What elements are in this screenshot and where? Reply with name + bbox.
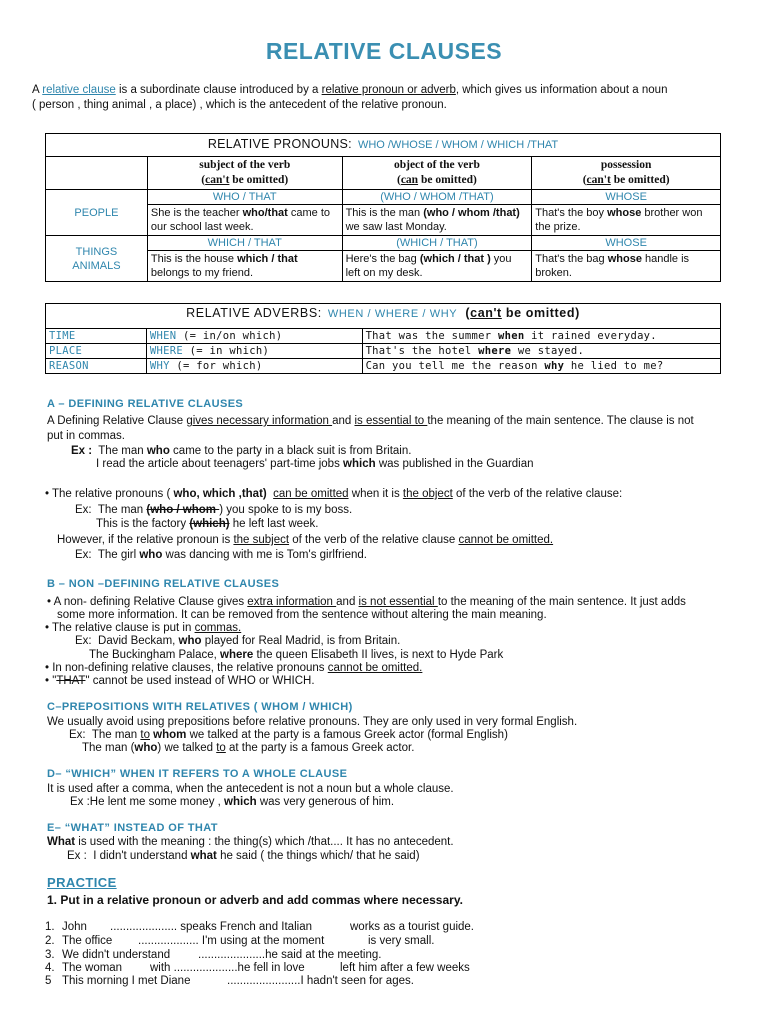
section-a-bullet: • The relative pronouns ( who, which ,that) can be omitted when it is the object of the verb of the relative clause: (45, 488, 623, 500)
section-b-line-3: • The relative clause is put in commas. (45, 622, 242, 634)
intro-paragraph: A relative clause is a subordinate clause introduced by a relative pronoun or adverb, which gives us information about a noun ( person , thing animal , a place) , which is the antecedent of the relative pronoun. (32, 84, 668, 111)
adverbs-header: RELATIVE ADVERBS: WHEN / WHERE / WHY (can't be omitted) (46, 304, 721, 329)
section-a-example-2: I read the article about teenagers' part-time jobs which was published in the Guardian (96, 458, 534, 470)
section-a-heading: A – DEFINING RELATIVE CLAUSES (47, 398, 244, 410)
adverb-row: PLACE WHERE (= in which) That's the hotel where we stayed. (46, 344, 721, 359)
section-a-example-3: Ex: The man (who / whom ) you spoke to is my boss. (75, 504, 353, 516)
section-d-example: Ex :He lent me some money , which was very generous of him. (70, 796, 395, 808)
section-b-example-1: Ex: David Beckam, who played for Real Madrid, is from Britain. (75, 635, 401, 647)
section-a-however: However, if the relative pronoun is the subject of the verb of the relative clause cannot be omitted. (57, 534, 554, 546)
section-a-text: A Defining Relative Clause gives necessary information and is essential to the meaning of the main sentence. The clause is not (47, 415, 694, 427)
adverb-row: TIME WHEN (= in/on which) That was the summer when it rained everyday. (46, 329, 721, 344)
section-b-line-2: some more information. It can be removed from the sentence without altering the main meaning. (57, 609, 547, 621)
section-b-line-1: • A non- defining Relative Clause gives extra information and is not essential to the meaning of the main sentence. It just adds (47, 596, 686, 608)
section-c-example-1: Ex: The man to whom we talked at the party is a famous Greek actor (formal English) (69, 729, 508, 741)
col-possession: possession (can't be omitted) (532, 157, 721, 190)
section-c-heading: C–PREPOSITIONS WITH RELATIVES ( WHOM / WHICH) (47, 701, 353, 713)
col-object: object of the verb (can be omitted) (342, 157, 532, 190)
things-object-example: Here's the bag (which / that ) you left on my desk. (342, 251, 532, 282)
section-e-text: What is used with the meaning : the thing(s) which /that.... It has no antecedent. (47, 836, 454, 848)
exercise-item: 2. The office ................... I'm using at the moment is very small. (45, 935, 435, 947)
section-a-example-5: Ex: The girl who was dancing with me is Tom's girlfriend. (75, 549, 367, 561)
exercise-item: 4. The woman with ....................he fell in love left him after a few weeks (45, 962, 470, 974)
people-possession-example: That's the boy whose brother won the prize. (532, 205, 721, 236)
things-possession-example: That's the bag whose handle is broken. (532, 251, 721, 282)
section-b-line-4: • In non-defining relative clauses, the relative pronouns cannot be omitted. (45, 662, 423, 674)
things-subject-example: This is the house which / that belongs to my friend. (147, 251, 342, 282)
people-object-example: This is the man (who / whom /that) we saw last Monday. (342, 205, 532, 236)
section-a-example-4: This is the factory (which) he left last week. (96, 518, 319, 530)
relative-clause-term: relative clause (42, 84, 116, 96)
section-c-example-2: The man (who) we talked to at the party is a famous Greek actor. (82, 742, 415, 754)
relative-pronouns-table: RELATIVE PRONOUNS: WHO /WHOSE / WHOM / WHICH /THAT subject of the verb (can't be omitted) object of the verb (can be omitted) possession (can't be omitted) PEOPLE WHO / THAT (WHO / WHOM /THAT) WHOSE She is the teacher who/that came to our school last week. This is the man (who / whom /that) we saw last Monday. That's the boy whose brother won the prize. THINGS ANIMALS WHICH / THAT (WHICH / THAT) WHOSE This is the house which / that belongs to my friend. Here's the bag (which / that ) you left on my desk. That's the bag whose handle is broken. (45, 133, 721, 282)
section-a-text-cont: put in commas. (47, 430, 125, 442)
relative-adverbs-table (45, 303, 721, 374)
exercise-item: 3. We didn't understand .....................he said at the meeting. (45, 949, 382, 961)
row-label-things: THINGS ANIMALS (46, 236, 148, 282)
section-d-text: It is used after a comma, when the antecedent is not a noun but a whole clause. (47, 783, 454, 795)
people-subject-example: She is the teacher who/that came to our school last week. (147, 205, 342, 236)
page-title: RELATIVE CLAUSES (265, 38, 503, 64)
exercise-item: 1. John ..................... speaks French and Italian works as a tourist guide. (45, 921, 475, 933)
section-e-heading: E– “WHAT” INSTEAD OF THAT (47, 822, 218, 834)
section-c-text: We usually avoid using prepositions before relative pronouns. They are only used in very formal English. (47, 716, 578, 728)
pronouns-header: RELATIVE PRONOUNS: WHO /WHOSE / WHOM / WHICH /THAT (46, 134, 721, 157)
practice-instruction: 1. Put in a relative pronoun or adverb and add commas where necessary. (47, 893, 463, 907)
section-b-line-5: • "THAT" cannot be used instead of WHO or WHICH. (45, 675, 315, 687)
exercise-item: 5 This morning I met Diane .......................I hadn't seen for ages. (45, 975, 414, 987)
practice-heading: PRACTICE (47, 875, 117, 890)
section-b-example-2: The Buckingham Palace, where the queen Elisabeth II lives, is next to Hyde Park (89, 649, 504, 661)
adverb-row: REASON WHY (= for which) Can you tell me the reason why he lied to me? (46, 359, 721, 374)
col-subject: subject of the verb (can't be omitted) (147, 157, 342, 190)
section-d-heading: D– “WHICH” WHEN IT REFERS TO A WHOLE CLAUSE (47, 768, 348, 780)
row-label-people: PEOPLE (46, 190, 148, 236)
section-b-heading: B – NON –DEFINING RELATIVE CLAUSES (47, 578, 280, 590)
section-e-example: Ex : I didn't understand what he said ( the things which/ that he said) (67, 850, 420, 862)
section-a-example-1: Ex : The man who came to the party in a black suit is from Britain. (71, 445, 412, 457)
